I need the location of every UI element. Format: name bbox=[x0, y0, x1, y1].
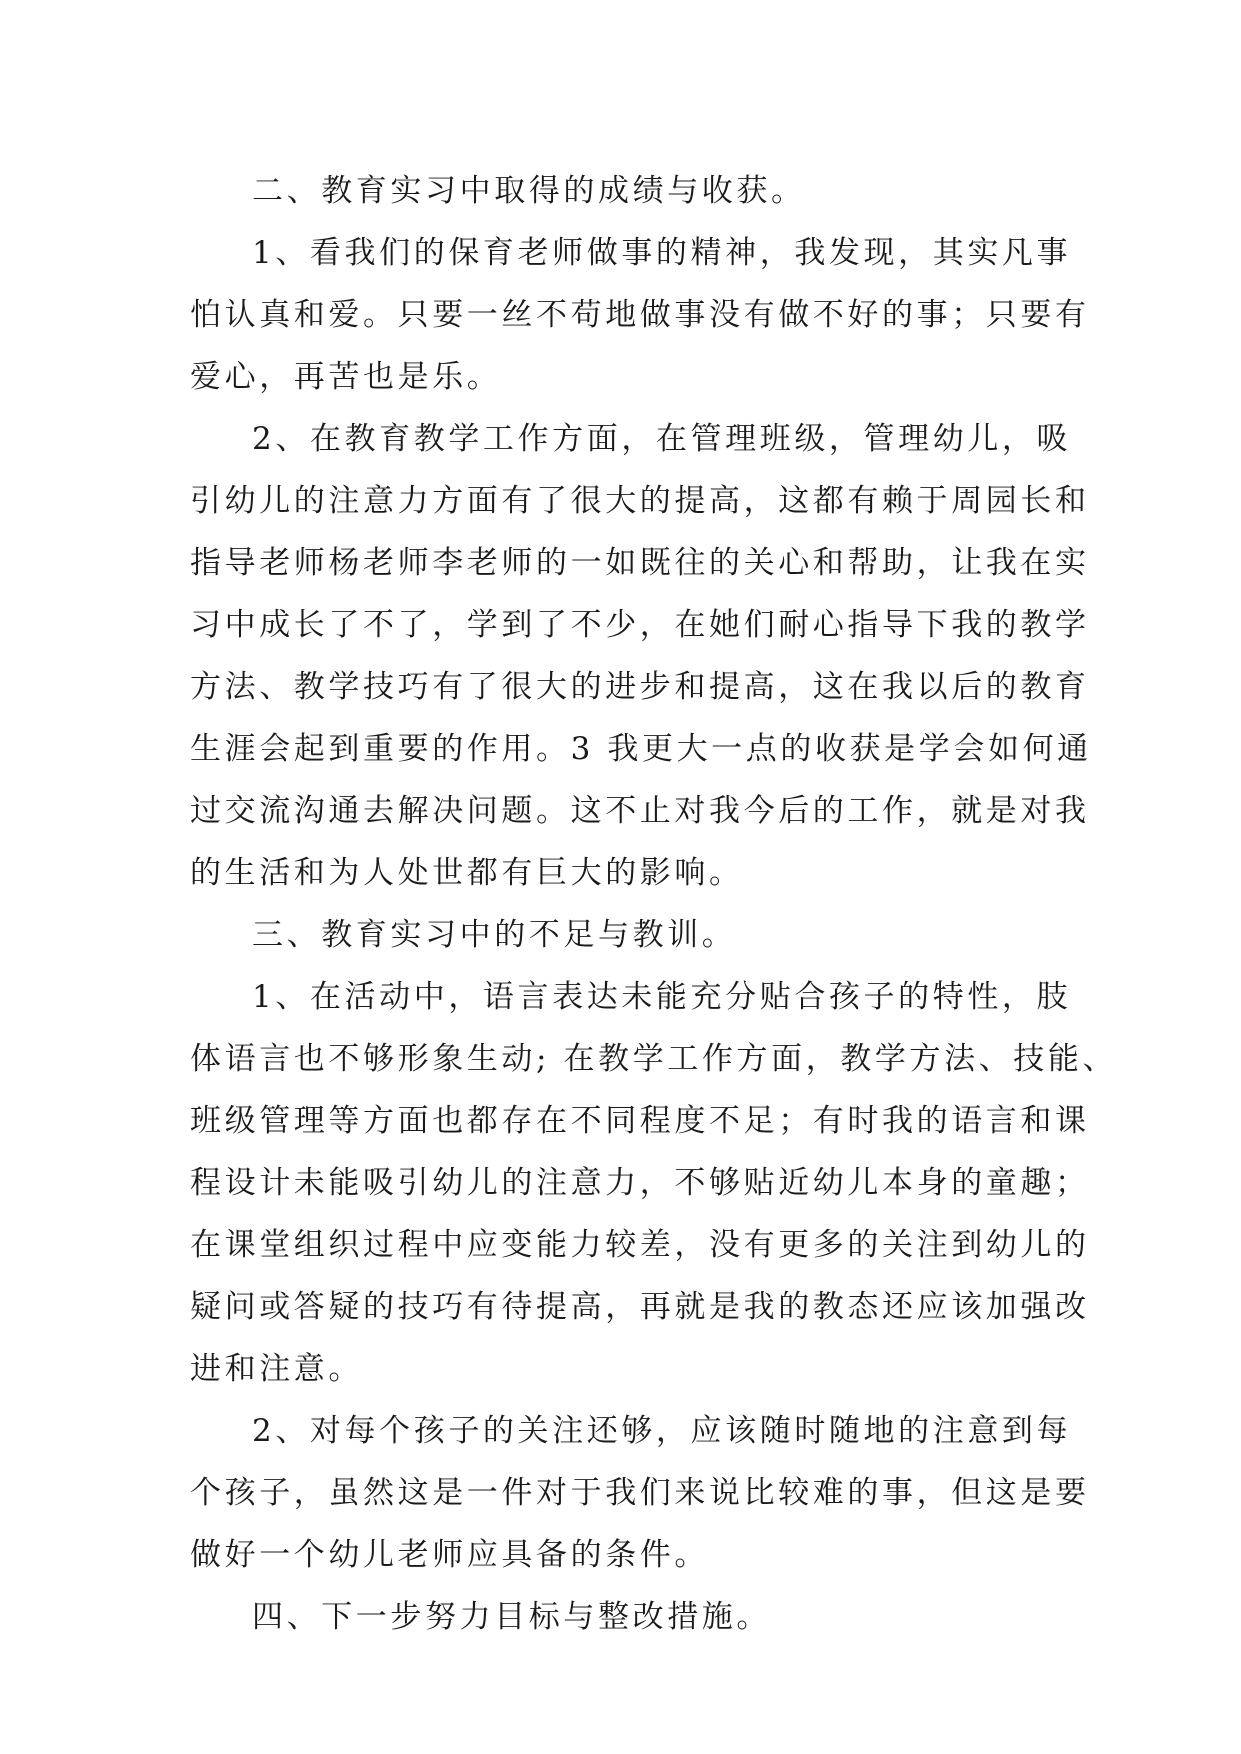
text-line: 个孩子，虽然这是一件对于我们来说比较难的事，但这是要 bbox=[190, 1475, 1090, 1511]
text-line: 班级管理等方面也都存在不同程度不足；有时我的语言和课 bbox=[190, 1103, 1090, 1139]
text-line: 爱心，再苦也是乐。 bbox=[190, 359, 502, 395]
text-line: 的生活和为人处世都有巨大的影响。 bbox=[190, 855, 744, 891]
section-heading-4: 四、下一步努力目标与整改措施。 bbox=[252, 1599, 771, 1635]
text-line: 在课堂组织过程中应变能力较差，没有更多的关注到幼儿的 bbox=[190, 1227, 1090, 1263]
text-line: 2、在教育教学工作方面，在管理班级，管理幼儿，吸 bbox=[252, 421, 1072, 457]
text-line: 体语言也不够形象生动; 在教学工作方面，教学方法、技能、 bbox=[190, 1041, 1118, 1077]
section-heading-3: 三、教育实习中的不足与教训。 bbox=[252, 917, 737, 953]
text-line: 1、在活动中，语言表达未能充分贴合孩子的特性，肢 bbox=[252, 979, 1072, 1015]
text-line: 生涯会起到重要的作用。3 我更大一点的收获是学会如何通 bbox=[190, 731, 1092, 767]
text-line: 指导老师杨老师李老师的一如既往的关心和帮助，让我在实 bbox=[190, 545, 1090, 581]
text-line: 1、看我们的保育老师做事的精神，我发现，其实凡事 bbox=[252, 235, 1072, 271]
text-line: 做好一个幼儿老师应具备的条件。 bbox=[190, 1537, 709, 1573]
text-line: 引幼儿的注意力方面有了很大的提高，这都有赖于周园长和 bbox=[190, 483, 1090, 519]
text-line: 习中成长了不了，学到了不少，在她们耐心指导下我的教学 bbox=[190, 607, 1090, 643]
text-line: 过交流沟通去解决问题。这不止对我今后的工作，就是对我 bbox=[190, 793, 1090, 829]
text-line: 方法、教学技巧有了很大的进步和提高，这在我以后的教育 bbox=[190, 669, 1090, 705]
text-line: 疑问或答疑的技巧有待提高，再就是我的教态还应该加强改 bbox=[190, 1289, 1090, 1325]
text-line: 进和注意。 bbox=[190, 1351, 363, 1387]
document-page bbox=[190, 160, 1118, 1648]
text-line: 2、对每个孩子的关注还够，应该随时随地的注意到每 bbox=[252, 1413, 1072, 1449]
text-line: 怕认真和爱。只要一丝不苟地做事没有做不好的事；只要有 bbox=[190, 297, 1090, 333]
text-line: 程设计未能吸引幼儿的注意力，不够贴近幼儿本身的童趣； bbox=[190, 1165, 1090, 1201]
section-heading-2: 二、教育实习中取得的成绩与收获。 bbox=[252, 173, 806, 209]
